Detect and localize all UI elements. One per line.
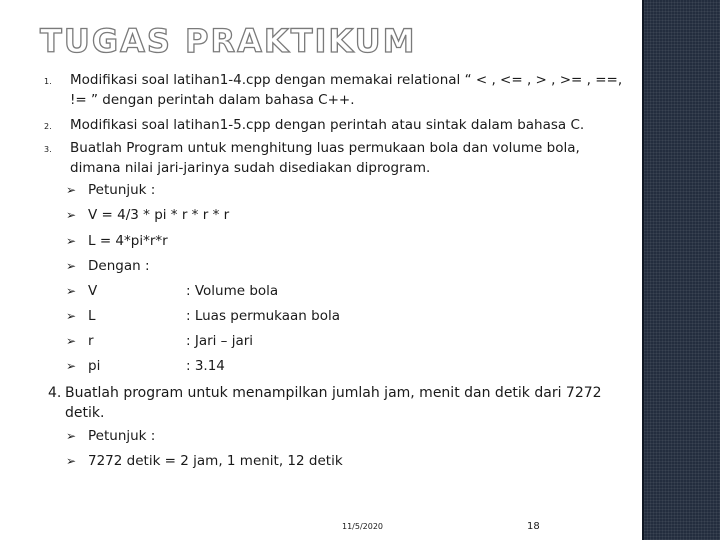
footer-date: 11/5/2020 — [342, 522, 384, 531]
item-number: 1. — [44, 77, 52, 86]
slide-title: TUGAS PRAKTIKUM — [40, 22, 417, 60]
arrow-bullet-icon: ➢ — [66, 309, 77, 323]
arrow-bullet-icon: ➢ — [66, 208, 77, 222]
bullet-label: V = 4/3 * pi * r * r * r — [88, 207, 230, 223]
item-text: Buatlah program untuk menampilkan jumlah jam, menit dan detik dari 7272 detik. — [65, 385, 602, 421]
bullet-label: L — [88, 308, 96, 324]
bullet-label: 7272 detik = 2 jam, 1 menit, 12 detik — [88, 453, 343, 469]
item-number: 2. — [44, 122, 52, 131]
item-number: 4. — [48, 385, 62, 401]
bullet-description: : Jari – jari — [186, 333, 254, 349]
item-number: 3. — [44, 145, 52, 154]
bullet-description: : Luas permukaan bola — [186, 308, 340, 324]
bullet-label: Petunjuk : — [88, 182, 156, 198]
arrow-bullet-icon: ➢ — [66, 284, 77, 298]
item-text: Modifikasi soal latihan1-5.cpp dengan perintah atau sintak dalam bahasa C. — [70, 117, 585, 133]
arrow-bullet-icon: ➢ — [66, 429, 77, 443]
arrow-bullet-icon: ➢ — [66, 454, 77, 468]
item-text: Modifikasi soal latihan1-4.cpp dengan memakai relational “ < , <= , > , >= , ==, != ” dengan perintah dalam bahasa C++. — [70, 72, 623, 108]
arrow-bullet-icon: ➢ — [66, 359, 77, 373]
bullet-description: : Volume bola — [186, 283, 279, 299]
bullet-label: Petunjuk : — [88, 428, 156, 444]
item-text: Buatlah Program untuk menghitung luas permukaan bola dan volume bola, dimana nilai jari-jarinya sudah disediakan diprogram. — [70, 140, 580, 176]
bullet-label: r — [88, 333, 94, 349]
decorative-sidebar — [642, 0, 720, 540]
bullet-label: Dengan : — [88, 258, 150, 274]
arrow-bullet-icon: ➢ — [66, 334, 77, 348]
arrow-bullet-icon: ➢ — [66, 259, 77, 273]
bullet-description: : 3.14 — [186, 358, 225, 374]
bullet-label: pi — [88, 358, 101, 374]
bullet-label: V — [88, 283, 98, 299]
arrow-bullet-icon: ➢ — [66, 234, 77, 248]
bullet-label: L = 4*pi*r*r — [88, 233, 168, 249]
arrow-bullet-icon: ➢ — [66, 183, 77, 197]
page-number: 18 — [527, 521, 540, 532]
